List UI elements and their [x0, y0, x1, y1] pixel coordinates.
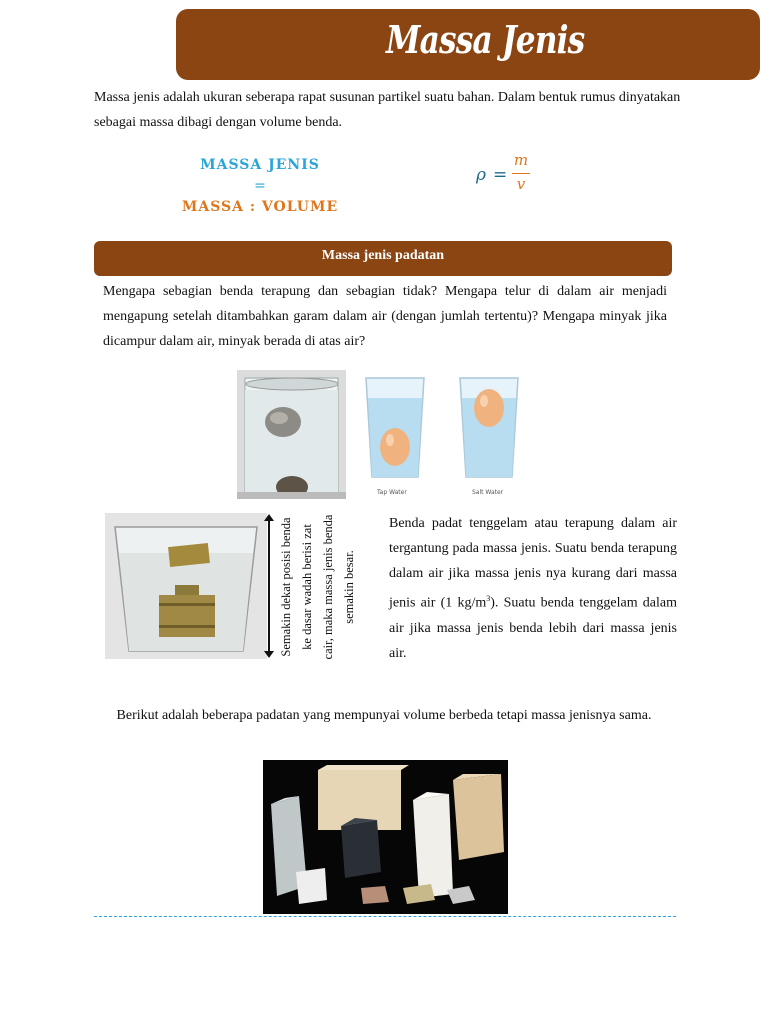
formula-word-equals: =: [254, 178, 266, 194]
vertical-note: Semakin dekat posisi benda ke dasar wadah berisi zat cair, maka massa jenis benda semakin besar.: [279, 514, 356, 660]
intro-paragraph: Massa jenis adalah ukuran seberapa rapat susunan partikel suatu bahan. Dalam bentuk rumus dinyatakan sebagai massa dibagi dengan volume benda.: [94, 90, 681, 130]
formula-words: [160, 155, 360, 218]
floating-sinking-objects-image: [105, 513, 267, 659]
question-paragraph: Mengapa sebagian benda terapung dan sebagian tidak? Mengapa telur di dalam air menjadi mengapung setelah ditambahkan garam dalam air (dengan jumlah tertentu)? Mengapa minyak jika dicampur dalam air, minyak berada di atas air?: [103, 284, 667, 349]
arrow-down-icon: [264, 651, 274, 658]
page-title: Massa Jenis: [386, 17, 585, 62]
vertical-note-wrapper: [276, 513, 381, 661]
eggs-in-glasses-image: [360, 374, 520, 500]
density-blocks-image: [263, 760, 508, 914]
superscript-3: 3: [486, 594, 491, 603]
formula-equals: =: [493, 165, 508, 185]
formula-word-top: MASSA JENIS: [200, 157, 320, 173]
vertical-arrow: [268, 518, 270, 654]
tap-water-label: Tap Water: [377, 489, 407, 496]
section-title: Massa jenis padatan: [321, 248, 445, 263]
solids-caption: Berikut adalah beberapa padatan yang mempunyai volume berbeda tetapi massa jenisnya sama.: [116, 708, 652, 723]
density-explanation-part2: ). Suatu benda tenggelam dalam air jika massa jenis benda lebih dari massa jenis air.: [389, 595, 677, 661]
stones-in-water-image: [237, 370, 346, 499]
formula-denominator: v: [516, 175, 526, 193]
density-explanation: [389, 511, 677, 666]
salt-water-label: Salt Water: [472, 489, 504, 496]
fraction-bar: [512, 173, 530, 174]
formula-numerator: m: [513, 151, 529, 169]
formula-rho: ρ: [476, 165, 486, 185]
density-explanation-part1: Benda padat tenggelam atau terapung dalam air tergantung pada massa jenis. Suatu benda terapung dalam air jika massa jenis nya kurang dari massa jenis air (1 kg/m: [389, 516, 677, 611]
dashed-divider: [94, 916, 676, 917]
formula-word-bottom: MASSA : VOLUME: [181, 199, 339, 215]
